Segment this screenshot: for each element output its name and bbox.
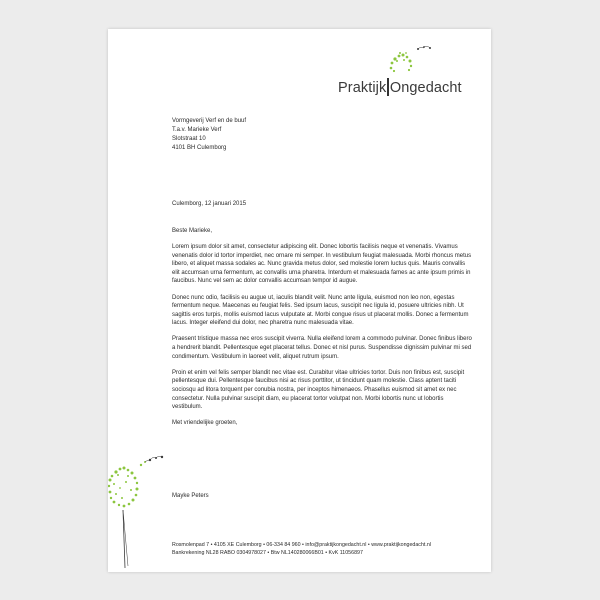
address-line: Vormgeverij Verf en de buuf — [172, 118, 247, 124]
address-line: Slotstraat 10 — [172, 136, 206, 142]
signature-name: Mayke Peters — [172, 493, 209, 499]
letter-footer — [172, 541, 431, 557]
footer-bank-line: Bankrekening NL28 RABO 0304978027 • Btw NL140280066B01 • KvK 11056897 — [172, 550, 363, 556]
paragraph: Proin et enim vel felis semper blandit nec vitae est. Curabitur vitae ultricies tortor. Duis non finibus est, suscipit pellentesque dui. Pellentesque faucibus nisi ac risus porttitor, ut tincidunt quam molestie. Class aptent taciti sociosqu ad litora torquent per conubia nostra, per inceptos himenaeos. Phasellus euismod sit amet ex nec consectetur. Nulla pulvinar suscipit diam, eu placerat tortor volutpat non. Morbi lobortis nunc ut lobortis vestibulum. — [172, 369, 465, 411]
closing: Met vriendelijke groeten, — [172, 420, 238, 427]
paragraph: Praesent tristique massa nec eros suscipit viverra. Nulla eleifend lorem a commodo pulvinar. Donec finibus libero a hendrerit blandit. Pellentesque eget placerat tellus. Donec et nisl purus. Suspendisse dignissim pulvinar mi sed condimentum. Vestibulum in laoreet velit, aliquet rutrum ipsum. — [172, 336, 472, 360]
paragraph: Donec nunc odio, facilisis eu augue ut, iaculis blandit velit. Nunc ante ligula, euismod non leo non, egestas fermentum neque. Maecenas eu feugiat felis. Sed ipsum lacus, suscipit nec ligula id, posuere ultricies nibh. Ut sagittis eros turpis, mollis euismod lacus vulputate at. Morbi congue risus ut placerat mollis. Donec a fermentum lacus. Integer eleifend dui dolor, nec pharetra nunc malesuada vitae. — [172, 294, 469, 327]
logo-stem — [387, 78, 389, 96]
address-line: T.a.v. Marieke Verf — [172, 127, 222, 133]
letter-body — [172, 227, 474, 435]
salutation: Beste Marieke, — [172, 228, 213, 234]
letter-date: Culemborg, 12 januari 2015 — [172, 201, 247, 207]
footer-contact-line: Rosmolenpad 7 • 4105 XE Culemborg • 06-334 84 960 • info@praktijkongedacht.nl • www.praktijkongedacht.nl — [172, 542, 431, 548]
address-line: 4101 BH Culemborg — [172, 145, 227, 151]
logo-wordmark: Praktijk Ongedacht — [338, 80, 462, 96]
recipient-address — [172, 117, 246, 153]
paragraph: Lorem ipsum dolor sit amet, consectetur adipiscing elit. Donec lobortis facilisis neque et venenatis. Vivamus venenatis dolor id tortor imperdiet, nec ornare mi semper. In vestibulum feugiat malesuada. Morbi rhoncus metus libero, et aliquet massa sodales ac. Nunc gravida metus dolor, sed molestie lorem luctus quis. Mauris convallis elit accumsan urna fermentum, ac convallis urna pharetra. Interdum et malesuada fames ac ante ipsum primis in faucibus. Nunc vel sem ac dolor convallis accumsan tempor id augue. — [172, 244, 472, 285]
